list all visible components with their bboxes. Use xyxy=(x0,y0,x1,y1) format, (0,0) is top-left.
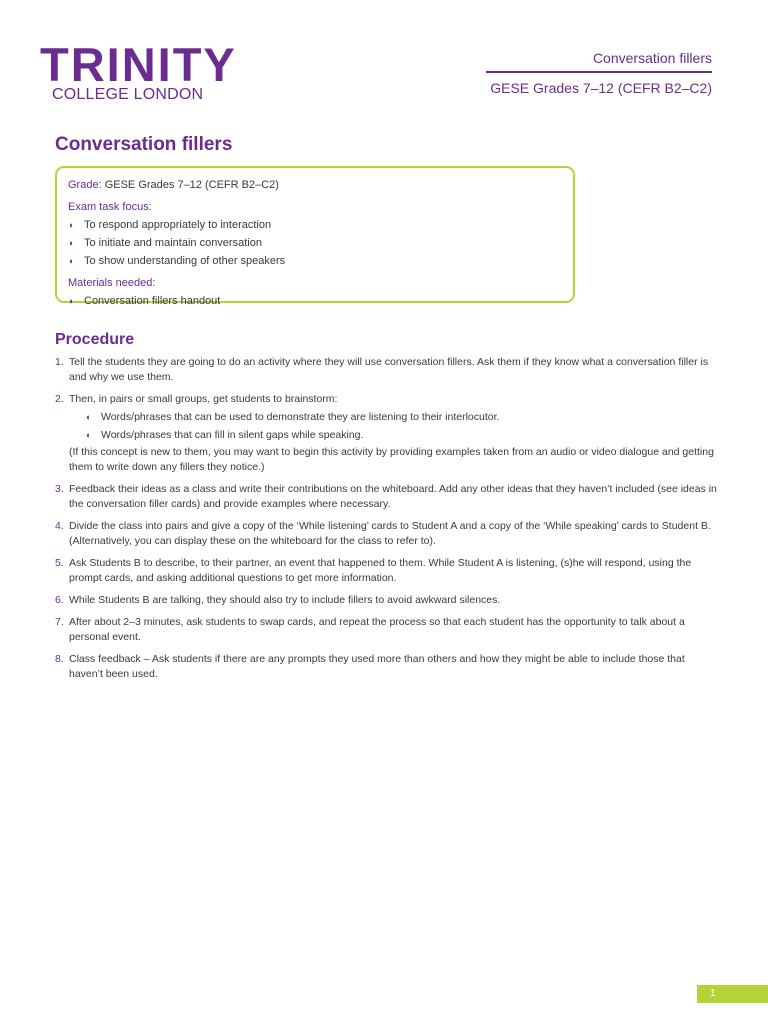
logo-wordmark: TRINITY xyxy=(40,38,237,91)
procedure-step xyxy=(55,519,717,549)
header-grade: GESE Grades 7–12 (CEFR B2–C2) xyxy=(490,80,712,96)
page-header xyxy=(486,49,712,97)
bullet-icon: ◖ xyxy=(85,430,91,440)
focus-item-text: To respond appropriately to interaction xyxy=(84,219,272,231)
procedure-step xyxy=(55,615,717,645)
step-content xyxy=(69,392,717,475)
lesson-info-box xyxy=(55,166,575,307)
logo-subtitle: COLLEGE LONDON xyxy=(52,86,204,103)
procedure-step xyxy=(55,593,717,608)
step-text: Divide the class into pairs and give a copy of the ‘While listening’ cards to Student A and a copy of the ‘While speaking’ cards to Student B. (Alternatively, you can display these on the whiteboard for the class to refer to). xyxy=(69,520,711,547)
step-number: 8. xyxy=(55,653,64,665)
sub-bullet-item xyxy=(85,427,717,443)
procedure-step xyxy=(55,482,717,512)
materials-item xyxy=(68,292,573,310)
focus-item-text: To show understanding of other speakers xyxy=(84,255,286,267)
bullet-icon: ◖ xyxy=(68,238,74,248)
page-number: 1 xyxy=(697,985,768,1003)
step-number: 2. xyxy=(55,393,64,405)
step-number: 4. xyxy=(55,520,64,532)
bullet-icon: ◖ xyxy=(68,296,74,306)
header-divider xyxy=(486,71,712,73)
focus-item xyxy=(68,216,573,234)
step-text: Feedback their ideas as a class and write their contributions on the whiteboard. Add any other ideas that they haven’t included (see ideas in the conversation filler cards) and provide examples where necessary. xyxy=(69,483,717,510)
bullet-icon: ◖ xyxy=(85,412,91,422)
step-number: 3. xyxy=(55,483,64,495)
step-text: Class feedback – Ask students if there are any prompts they used more than others and how they might be able to include those that haven’t been used. xyxy=(69,653,685,680)
page-title: Conversation fillers xyxy=(55,134,233,155)
step-number: 7. xyxy=(55,616,64,628)
bullet-icon: ◖ xyxy=(68,256,74,266)
procedure-steps xyxy=(55,355,717,689)
focus-item xyxy=(68,252,573,270)
focus-item-text: To initiate and maintain conversation xyxy=(84,237,262,249)
step-text: Tell the students they are going to do an activity where they will use conversation fillers. Ask them if they know what a conversation filler is and why we use them. xyxy=(69,356,709,383)
materials-label: Materials needed: xyxy=(68,277,156,289)
step-number: 5. xyxy=(55,557,64,569)
materials-item-text: Conversation fillers handout xyxy=(84,295,221,307)
procedure-step xyxy=(55,556,717,586)
step-text: Ask Students B to describe, to their partner, an event that happened to them. While Student A is listening, (s)he will respond, using the prompt cards, and asking additional questions to get more information. xyxy=(69,557,692,584)
grade-value: GESE Grades 7–12 (CEFR B2–C2) xyxy=(101,179,279,191)
procedure-step xyxy=(55,355,717,385)
step-text: After about 2–3 minutes, ask students to swap cards, and repeat the process so that each student has the opportunity to talk about a personal event. xyxy=(69,616,685,643)
sub-bullet-text: Words/phrases that can fill in silent gaps while speaking. xyxy=(101,429,364,441)
step-text: While Students B are talking, they should also try to include fillers to avoid awkward silences. xyxy=(69,594,501,606)
step-note: (If this concept is new to them, you may want to begin this activity by providing examples taken from an audio or video dialogue and getting them to write down any fillers they notice.) xyxy=(69,446,714,473)
procedure-step xyxy=(55,652,717,682)
focus-item xyxy=(68,234,573,252)
step-number: 1. xyxy=(55,356,64,368)
exam-focus-label: Exam task focus: xyxy=(68,201,152,213)
step-number: 6. xyxy=(55,594,64,606)
sub-bullet-item xyxy=(85,409,717,425)
header-title: Conversation fillers xyxy=(592,50,712,66)
trinity-logo xyxy=(40,38,237,104)
procedure-heading: Procedure xyxy=(55,331,135,348)
procedure-step xyxy=(55,392,717,475)
step-text: Then, in pairs or small groups, get students to brainstorm: xyxy=(69,393,338,405)
bullet-icon: ◖ xyxy=(68,220,74,230)
grade-label: Grade: xyxy=(68,179,102,191)
sub-bullet-text: Words/phrases that can be used to demonstrate they are listening to their interlocutor. xyxy=(101,411,500,423)
grade-row xyxy=(68,176,573,194)
